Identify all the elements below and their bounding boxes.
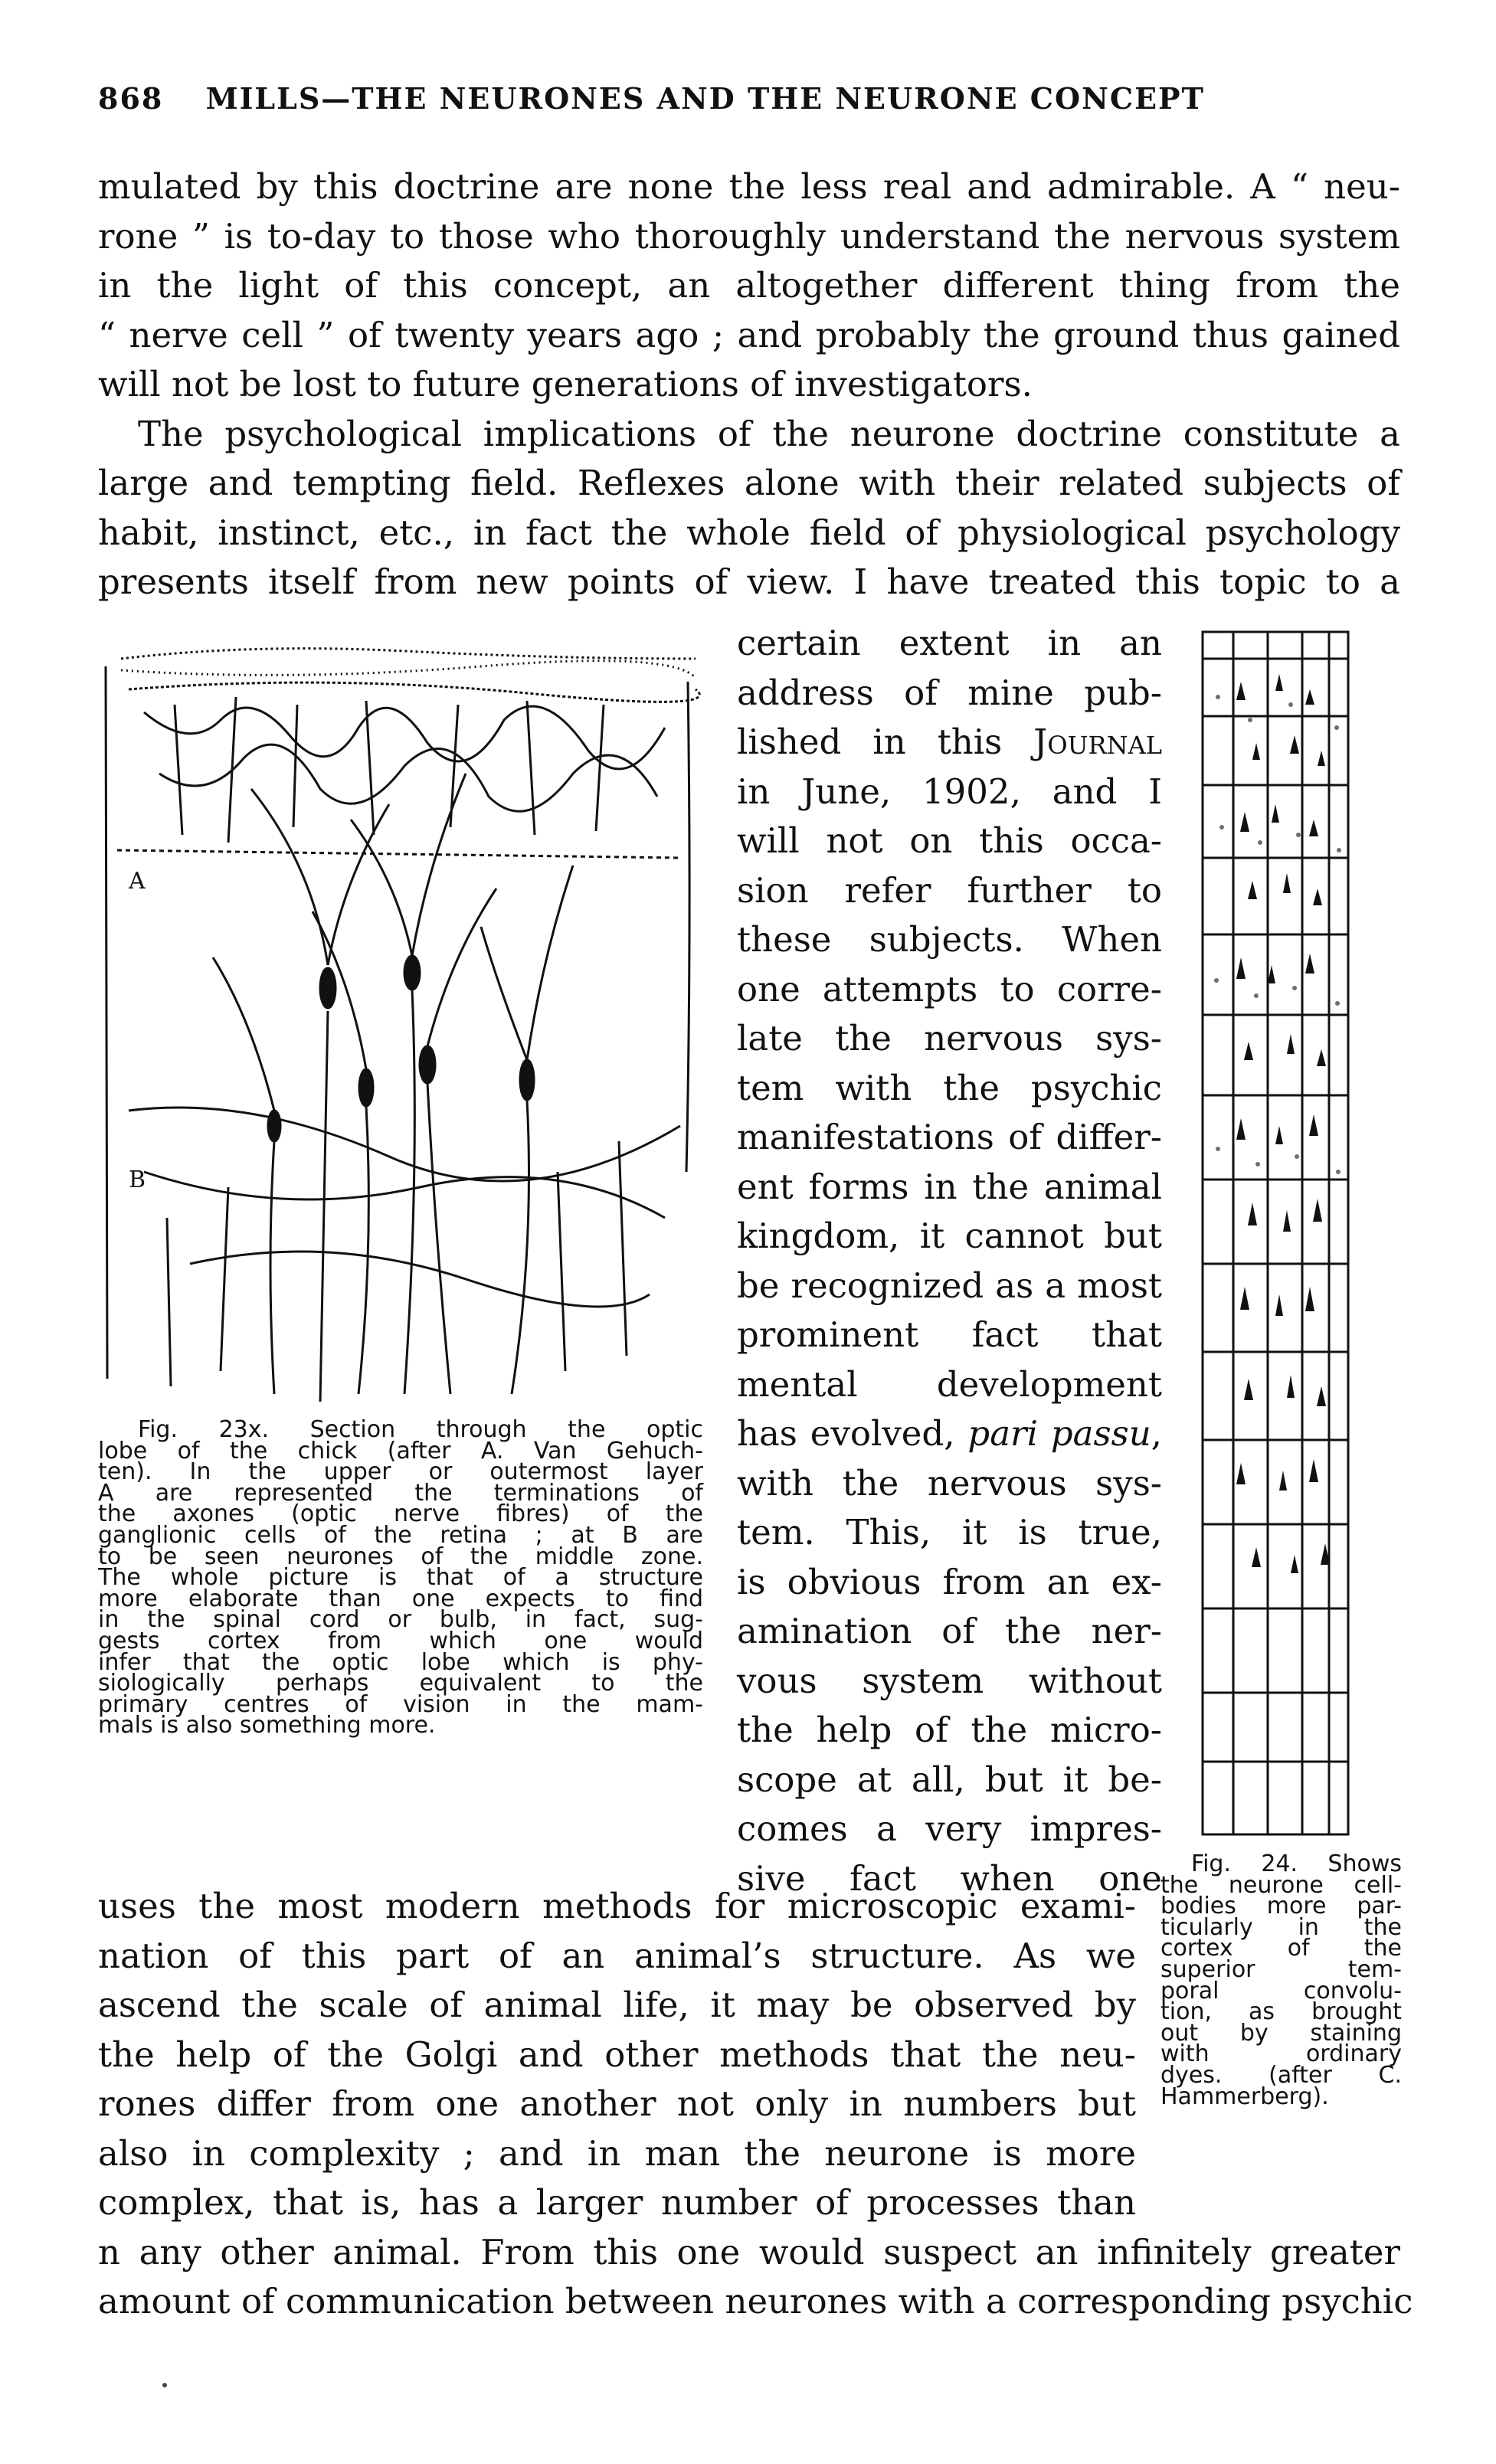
- text-line: habit, instinct, etc., in fact the whole field of physiological psychology: [98, 512, 1400, 553]
- text-line: the help of the Golgi and other methods that the neu-: [98, 2034, 1136, 2075]
- caption-line: cortex of the: [1160, 1935, 1402, 1962]
- text-line: manifestations of differ-: [737, 1117, 1162, 1157]
- text-line: The psychological implications of the neurone doctrine constitute a: [138, 413, 1400, 454]
- caption-line: infer that the optic lobe which is phy-: [98, 1648, 703, 1676]
- text-line: amination of the ner-: [737, 1611, 1162, 1651]
- caption-line: in the spinal cord or bulb, in fact, sug-: [98, 1606, 703, 1634]
- text-line: ent forms in the animal: [737, 1166, 1162, 1207]
- caption-line: ticularly in the: [1160, 1913, 1402, 1941]
- caption-line: out by staining: [1160, 2019, 1402, 2047]
- text-line: late the nervous sys-: [737, 1018, 1162, 1059]
- text-line: comes a very impres-: [737, 1808, 1162, 1849]
- text-line: tem with the psychic: [737, 1067, 1162, 1108]
- caption-line: Fig. 24. Shows: [1191, 1850, 1402, 1877]
- text-line: the help of the micro-: [737, 1710, 1162, 1750]
- caption-line: mals is also something more.: [98, 1712, 436, 1739]
- body-text-top: [98, 162, 1400, 607]
- caption-line: The whole picture is that of a structure: [98, 1564, 703, 1592]
- text-fragment: has evolved,: [737, 1413, 968, 1454]
- caption-line: Fig. 23x. Section through the optic: [138, 1416, 703, 1443]
- caption-line: the axones (optic nerve fibres) of the: [98, 1500, 703, 1528]
- text-line: [737, 718, 1162, 767]
- caption-line: tion, as brought: [1160, 1998, 1402, 2026]
- caption-line: the neurone cell-: [1160, 1871, 1402, 1899]
- figure-23-label-b: B: [129, 1167, 146, 1193]
- caption-line: bodies more par-: [1160, 1893, 1402, 1920]
- text-line: amount of communication between neurones with a corresponding psychic: [98, 2281, 1413, 2322]
- running-header: [98, 81, 1400, 116]
- text-line: vous system without: [737, 1660, 1162, 1701]
- text-line: with the nervous sys-: [737, 1462, 1162, 1504]
- caption-line: ten). In the upper or outermost layer: [98, 1458, 703, 1486]
- figure-23-label-a: A: [129, 868, 146, 895]
- text-line: will not on this occa-: [737, 820, 1162, 861]
- caption-line: Hammerberg).: [1160, 2083, 1329, 2110]
- text-fragment: lished in this: [737, 722, 1034, 762]
- journal-word: Journal: [1033, 722, 1162, 762]
- text-line: complex, that is, has a larger number of processes than: [98, 2182, 1136, 2223]
- text-line: nation of this part of an animal’s structure. As we: [98, 1935, 1136, 1976]
- caption-line: dyes. (after C.: [1160, 2061, 1402, 2089]
- text-line: tem. This, it is true,: [737, 1512, 1162, 1553]
- caption-line: A are represented the terminations of: [98, 1479, 703, 1507]
- caption-line: poral convolu-: [1160, 1977, 1402, 2004]
- figure-24-illustration: [1195, 628, 1356, 1846]
- text-line: these subjects. When: [737, 919, 1162, 960]
- body-text-column: [737, 619, 1162, 1903]
- caption-line: ganglionic cells of the retina ; at B are: [98, 1521, 703, 1549]
- text-line: [737, 1409, 1162, 1459]
- text-line: sion refer further to: [737, 869, 1162, 911]
- text-line: scope at all, but it be-: [737, 1759, 1162, 1800]
- text-line: kingdom, it cannot but: [737, 1216, 1162, 1256]
- text-line: also in complexity ; and in man the neurone is more: [98, 2132, 1136, 2174]
- caption-line: more elaborate than one expects to find: [98, 1585, 703, 1612]
- text-line: mental development: [737, 1363, 1162, 1405]
- text-line: rones differ from one another not only in numbers but: [98, 2083, 1136, 2124]
- text-line: one attempts to corre-: [737, 968, 1162, 1009]
- figure-23-caption: [98, 1416, 703, 1739]
- text-line: will not be lost to future generations of investigators.: [98, 364, 1033, 404]
- caption-line: primary centres of vision in the mam-: [98, 1690, 703, 1718]
- text-line: rone ” is to-day to those who thoroughly understand the nervous system: [98, 215, 1400, 257]
- text-line: is obvious from an ex-: [737, 1561, 1162, 1602]
- text-line: “ nerve cell ” of twenty years ago ; and probably the ground thus gained: [98, 314, 1400, 355]
- figure-23-illustration: [98, 636, 703, 1417]
- running-title: MILLS—THE NEURONES AND THE NEURONE CONCEPT: [205, 81, 1205, 116]
- body-text-bottom: [98, 1882, 1413, 2327]
- text-line: in the light of this concept, an altogether different thing from the: [98, 265, 1400, 306]
- text-line: presents itself from new points of view. I have treated this topic to a: [98, 561, 1400, 602]
- text-line: address of mine pub-: [737, 672, 1162, 713]
- text-line: in June, 1902, and I: [737, 771, 1162, 812]
- caption-line: superior tem-: [1160, 1955, 1402, 1983]
- text-line: certain extent in an: [737, 623, 1162, 663]
- text-fragment: ,: [1151, 1413, 1162, 1454]
- stray-ink-dot: [162, 2383, 167, 2387]
- pari-passu-italic: pari passu: [967, 1413, 1151, 1454]
- text-line: mulated by this doctrine are none the less real and admirable. A “ neu-: [98, 166, 1400, 207]
- text-line: ascend the scale of animal life, it may be observed by: [98, 1985, 1136, 2025]
- caption-line: siologically perhaps equivalent to the: [98, 1670, 703, 1697]
- caption-line: lobe of the chick (after A. Van Gehuch-: [98, 1437, 703, 1464]
- text-line: prominent fact that: [737, 1314, 1162, 1355]
- caption-line: to be seen neurones of the middle zone.: [98, 1543, 703, 1570]
- page-number: 868: [98, 81, 164, 116]
- caption-line: gests cortex from which one would: [98, 1627, 703, 1654]
- text-line: n any other animal. From this one would suspect an infinitely greater: [98, 2231, 1400, 2273]
- text-line: sive fact when one: [737, 1857, 1162, 1899]
- text-line: uses the most modern methods for microscopic exami-: [98, 1886, 1136, 1926]
- caption-line: with ordinary: [1160, 2040, 1402, 2068]
- text-line: large and tempting field. Reflexes alone with their related subjects of: [98, 463, 1400, 503]
- text-line: be recognized as a most: [737, 1265, 1162, 1306]
